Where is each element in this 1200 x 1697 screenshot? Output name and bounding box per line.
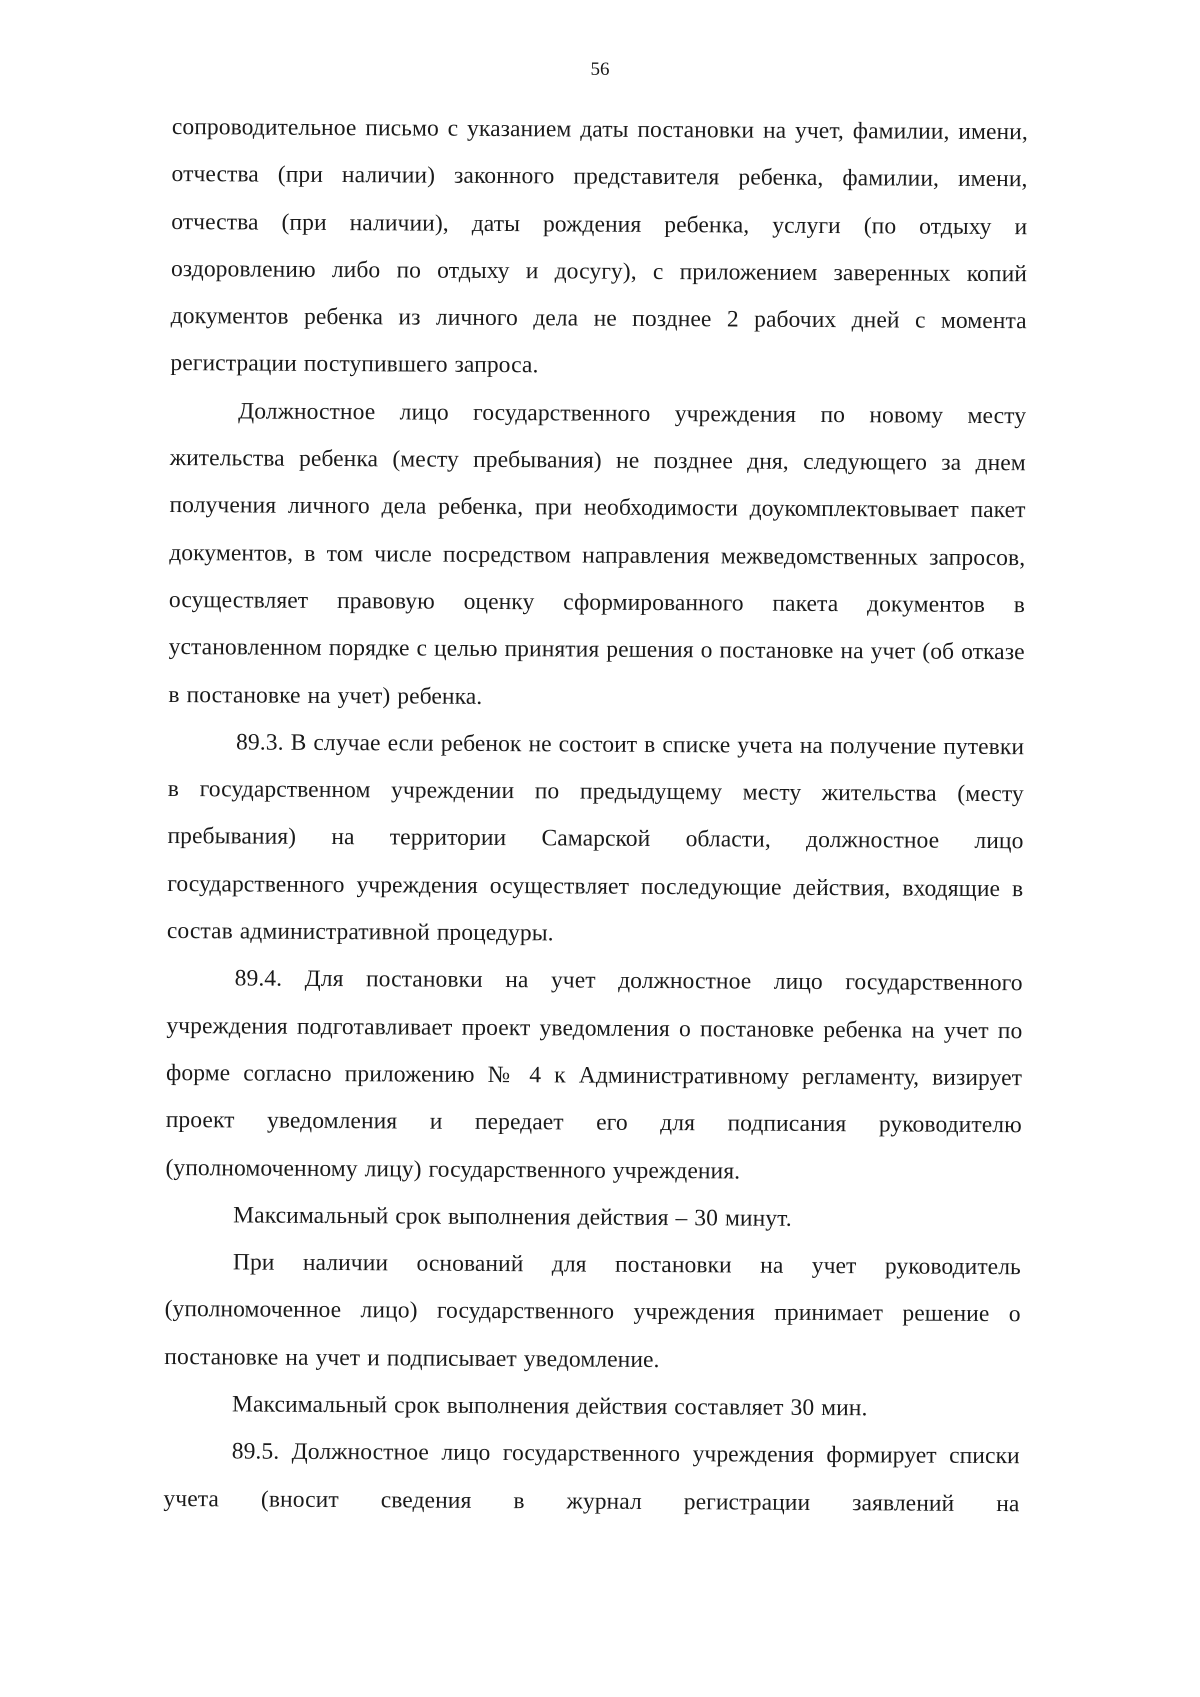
paragraph-official-new-residence: Должностное лицо государственного учреждения по новому месту жительства ребенка (месту пребывания) не позднее дня, следующего за днем получения личного дела ребенка, при необходимости доукомплектовывает пакет документов, в том числе посредством направления межведомственных запросов, осуществляет правовую оценку сформированного пакета документов в установленном порядке с целью принятия решения о постановке на учет (об отказе в постановке на учет) ребенка. <box>168 398 1027 710</box>
paragraph-max-time-30-min: Максимальный срок выполнения действия составляет 30 мин. <box>231 1391 868 1422</box>
paragraph-89-4: 89.4. Для постановки на учет должностное лицо государственного учреждения подготавливает проект уведомления о постановке ребенка на учет по форме согласно приложению № 4 к Административному регламенту, визирует проект уведомления и передает его для подписания руководителю (уполномоченному лицу) государственного учреждения. <box>165 965 1023 1185</box>
paragraph-max-time-30-minutes: Максимальный срок выполнения действия – 30 минут. <box>233 1202 792 1232</box>
document-body <box>163 104 1028 1528</box>
paragraph-89-3: 89.3. В случае если ребенок не состоит в списке учета на получение путевки в государственном учреждении по предыдущему месту жительства (месту пребывания) на территории Самарской области, должностное лицо государственного учреждения осуществляет последующие действия, входящие в состав административной процедуры. <box>166 729 1025 947</box>
paragraph-89-5: 89.5. Должностное лицо государственного учреждения формирует списки учета (вносит сведения в журнал регистрации заявлений на <box>163 1438 1020 1517</box>
paragraph-grounds-for-registration: При наличии оснований для постановки на учет руководитель (уполномоченное лицо) государственного учреждения принимает решение о постановке на учет и подписывает уведомление. <box>164 1249 1021 1373</box>
paragraph-cover-letter: сопроводительное письмо с указанием даты постановки на учет, фамилии, имени, отчества (при наличии) законного представителя ребенка, фамилии, имени, отчества (при наличии), даты рождения ребенка, услуги (по отдыху и оздоровлению либо по отдыху и досугу), с приложением заверенных копий документов ребенка из личного дела не позднее 2 рабочих дней с момента регистрации поступившего запроса. <box>170 113 1028 379</box>
page-number: 56 <box>590 59 610 80</box>
